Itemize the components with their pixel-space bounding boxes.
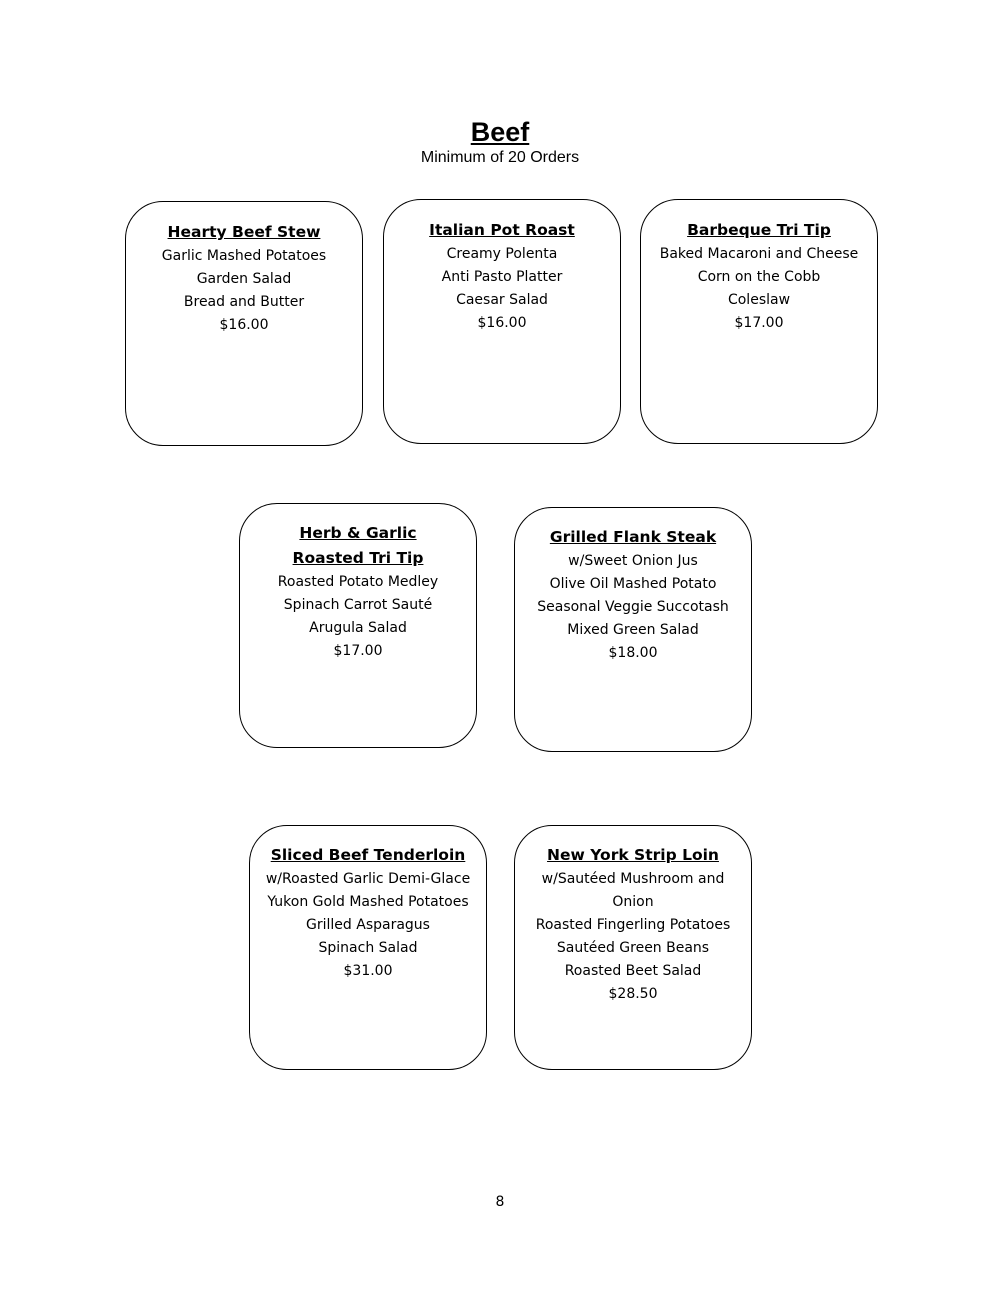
page-number: 8 bbox=[495, 1194, 505, 1210]
card-price: $17.00 bbox=[734, 315, 784, 331]
card-title: New York Strip Loin bbox=[547, 846, 719, 864]
card-item: Coleslaw bbox=[727, 292, 791, 308]
card-item: Roasted Beet Salad bbox=[564, 963, 702, 979]
card-item: Sautéed Green Beans bbox=[556, 940, 710, 956]
card-item: Arugula Salad bbox=[309, 620, 407, 636]
card-price: $28.50 bbox=[608, 986, 658, 1002]
page-subtitle: Minimum of 20 Orders bbox=[420, 149, 580, 166]
menu-card-sliced-beef-tenderloin bbox=[249, 825, 487, 1070]
card-price: $31.00 bbox=[343, 963, 393, 979]
page-title: Beef bbox=[470, 117, 530, 147]
card-price: $17.00 bbox=[333, 643, 383, 659]
menu-card-grilled-flank-steak bbox=[514, 507, 752, 752]
card-item: Spinach Carrot Sauté bbox=[283, 597, 433, 613]
card-title: Sliced Beef Tenderloin bbox=[270, 846, 466, 864]
card-item: Creamy Polenta bbox=[446, 246, 558, 262]
card-price: $18.00 bbox=[608, 645, 658, 661]
menu-card-barbeque-tri-tip bbox=[640, 199, 878, 444]
menu-card-italian-pot-roast bbox=[383, 199, 621, 444]
card-item: Roasted Fingerling Potatoes bbox=[535, 917, 731, 933]
card-item: w/Roasted Garlic Demi-Glace bbox=[265, 871, 471, 887]
card-item: Garlic Mashed Potatoes bbox=[161, 248, 327, 264]
card-item: Roasted Potato Medley bbox=[277, 574, 439, 590]
card-item: Garden Salad bbox=[196, 271, 292, 287]
card-item: Olive Oil Mashed Potato bbox=[549, 576, 717, 592]
card-item: Seasonal Veggie Succotash bbox=[537, 599, 729, 615]
card-title: Herb & Garlic bbox=[299, 524, 417, 542]
card-price: $16.00 bbox=[219, 317, 269, 333]
card-item: Bread and Butter bbox=[183, 294, 305, 310]
card-item: Mixed Green Salad bbox=[567, 622, 699, 638]
card-price: $16.00 bbox=[477, 315, 527, 331]
card-title: Grilled Flank Steak bbox=[549, 528, 717, 546]
card-item: Corn on the Cobb bbox=[697, 269, 821, 285]
card-title: Italian Pot Roast bbox=[429, 221, 575, 239]
card-item: Onion bbox=[612, 894, 654, 910]
card-item: w/Sweet Onion Jus bbox=[568, 553, 698, 569]
menu-card-new-york-strip-loin bbox=[514, 825, 752, 1070]
menu-card-herb-garlic-roasted-tri-tip bbox=[239, 503, 477, 748]
card-item: Caesar Salad bbox=[456, 292, 548, 308]
card-title: Hearty Beef Stew bbox=[167, 223, 321, 241]
card-title: Roasted Tri Tip bbox=[292, 549, 424, 567]
card-item: Spinach Salad bbox=[318, 940, 418, 956]
card-item: Yukon Gold Mashed Potatoes bbox=[267, 894, 469, 910]
card-item: Anti Pasto Platter bbox=[441, 269, 563, 285]
card-item: w/Sautéed Mushroom and bbox=[541, 871, 725, 887]
card-item: Grilled Asparagus bbox=[306, 917, 430, 933]
card-title: Barbeque Tri Tip bbox=[687, 221, 831, 239]
card-item: Baked Macaroni and Cheese bbox=[659, 246, 859, 262]
menu-card-hearty-beef-stew bbox=[125, 201, 363, 446]
